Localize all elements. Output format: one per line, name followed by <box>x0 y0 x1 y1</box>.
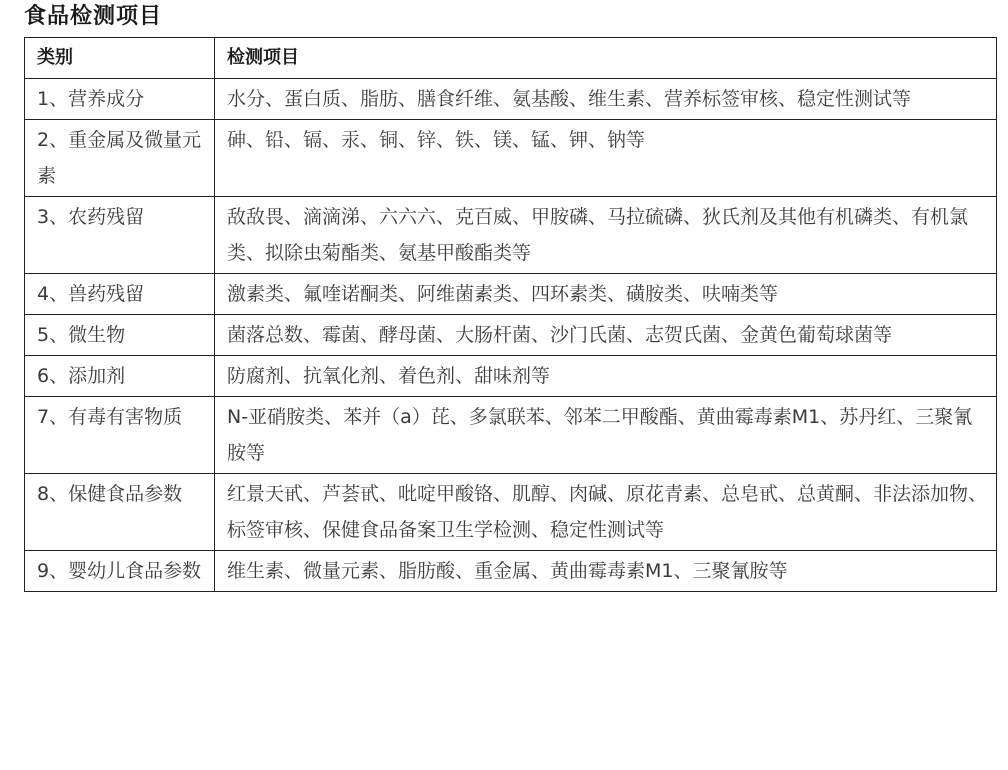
row-items: 维生素、微量元素、脂肪酸、重金属、黄曲霉毒素M1、三聚氰胺等 <box>215 551 997 592</box>
row-category: 4、兽药残留 <box>25 274 215 315</box>
table-row <box>25 79 997 120</box>
header-items: 检测项目 <box>215 38 997 79</box>
row-category: 2、重金属及微量元素 <box>25 120 215 197</box>
table-row <box>25 197 997 274</box>
header-category: 类别 <box>25 38 215 79</box>
row-category: 1、营养成分 <box>25 79 215 120</box>
table-header-row <box>25 38 997 79</box>
table-row <box>25 274 997 315</box>
row-category: 5、微生物 <box>25 315 215 356</box>
row-items: 激素类、氟喹诺酮类、阿维菌素类、四环素类、磺胺类、呋喃类等 <box>215 274 997 315</box>
row-items: 防腐剂、抗氧化剂、着色剂、甜味剂等 <box>215 356 997 397</box>
row-category: 8、保健食品参数 <box>25 474 215 551</box>
table-row <box>25 474 997 551</box>
table-row <box>25 356 997 397</box>
row-items: N-亚硝胺类、苯并（a）芘、多氯联苯、邻苯二甲酸酯、黄曲霉毒素M1、苏丹红、三聚氰胺等 <box>215 397 997 474</box>
row-items: 砷、铅、镉、汞、铜、锌、铁、镁、锰、钾、钠等 <box>215 120 997 197</box>
table-row <box>25 551 997 592</box>
row-items: 菌落总数、霉菌、酵母菌、大肠杆菌、沙门氏菌、志贺氏菌、金黄色葡萄球菌等 <box>215 315 997 356</box>
table-row <box>25 120 997 197</box>
row-items: 水分、蛋白质、脂肪、膳食纤维、氨基酸、维生素、营养标签审核、稳定性测试等 <box>215 79 997 120</box>
table-row <box>25 397 997 474</box>
row-category: 6、添加剂 <box>25 356 215 397</box>
table-row <box>25 315 997 356</box>
row-items: 敌敌畏、滴滴涕、六六六、克百威、甲胺磷、马拉硫磷、狄氏剂及其他有机磷类、有机氯类、拟除虫菊酯类、氨基甲酸酯类等 <box>215 197 997 274</box>
food-testing-table <box>24 37 997 592</box>
row-items: 红景天甙、芦荟甙、吡啶甲酸铬、肌醇、肉碱、原花青素、总皂甙、总黄酮、非法添加物、标签审核、保健食品备案卫生学检测、稳定性测试等 <box>215 474 997 551</box>
row-category: 3、农药残留 <box>25 197 215 274</box>
row-category: 9、婴幼儿食品参数 <box>25 551 215 592</box>
row-category: 7、有毒有害物质 <box>25 397 215 474</box>
page-title: 食品检测项目 <box>24 4 163 29</box>
